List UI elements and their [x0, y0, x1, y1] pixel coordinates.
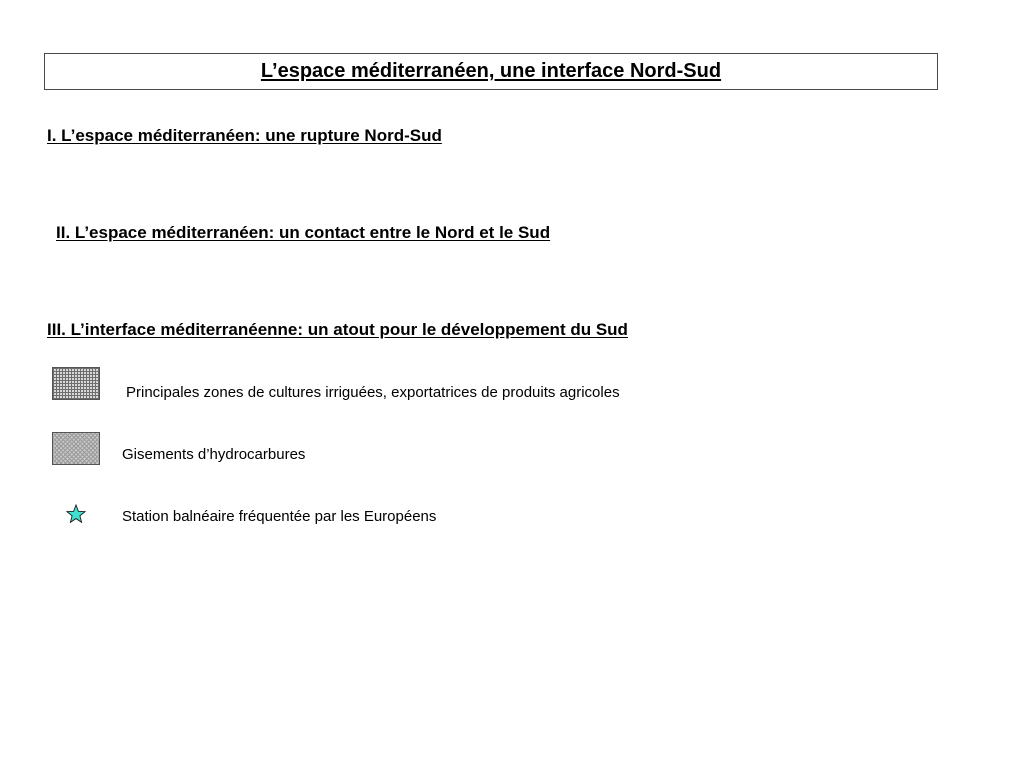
irrigated-zones-swatch [52, 367, 100, 400]
star-icon [66, 504, 86, 524]
legend-label-irrigated-zones: Principales zones de cultures irriguées, exportatrices de produits agricoles [126, 384, 620, 401]
section-heading-2: II. L’espace méditerranéen: un contact entre le Nord et le Sud [56, 223, 551, 242]
title-box [44, 53, 938, 90]
page-title: L’espace méditerranéen, une interface Nord-Sud [260, 60, 722, 82]
legend-label-hydrocarbon-deposits: Gisements d’hydrocarbures [122, 446, 306, 463]
legend-label-seaside-resort: Station balnéaire fréquentée par les Européens [122, 508, 437, 525]
section-heading-1: I. L’espace méditerranéen: une rupture Nord-Sud [47, 126, 442, 145]
section-heading-3: III. L’interface méditerranéenne: un atout pour le développement du Sud [47, 320, 628, 339]
hydrocarbon-deposits-swatch [52, 432, 100, 465]
